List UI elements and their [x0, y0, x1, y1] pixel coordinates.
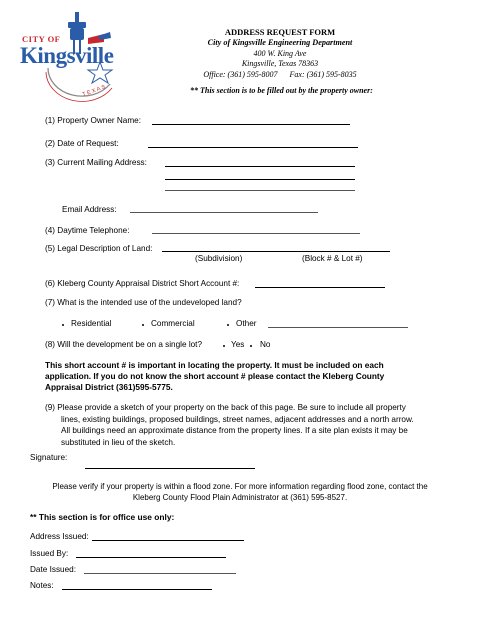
address-issued-field[interactable] — [92, 540, 244, 541]
notes-label: Notes: — [30, 581, 54, 590]
sketch-line: All buildings need an approximate distance from the property lines. If a site plan exists it may be — [61, 426, 408, 435]
issued-by-label: Issued By: — [30, 549, 69, 558]
short-account-notice — [45, 360, 384, 393]
use-option-label: Residential — [71, 319, 112, 328]
department-phones: Office: (361) 595-8007 Fax: (361) 595-8035 — [203, 70, 357, 80]
use-option-residential[interactable] — [60, 319, 140, 331]
daytime-telephone-field[interactable] — [152, 233, 360, 234]
use-option-commercial[interactable] — [140, 319, 220, 331]
property-owner-name-field[interactable] — [152, 124, 350, 125]
email-address-field[interactable] — [130, 212, 318, 213]
date-issued-field[interactable] — [84, 573, 236, 574]
date-of-request-field[interactable] — [148, 147, 358, 148]
mailing-address-field-1[interactable] — [165, 166, 355, 167]
use-option-label: Commercial — [151, 319, 195, 328]
short-account-label: (6) Kleberg County Appraisal District Short Account #: — [45, 279, 240, 288]
mailing-address-field-2[interactable] — [165, 179, 355, 180]
email-address-label: Email Address: — [62, 205, 117, 214]
use-option-label: Other — [236, 319, 257, 328]
mailing-address-field-3[interactable] — [165, 190, 355, 191]
use-other-field[interactable] — [268, 327, 408, 328]
sketch-instructions — [45, 402, 414, 448]
single-lot-no[interactable]: No — [260, 340, 271, 349]
notice-line: This short account # is important in locating the property. It must be included on each — [45, 360, 384, 370]
form-header — [160, 27, 400, 81]
short-account-field[interactable] — [255, 287, 385, 288]
sketch-line: lines, existing buildings, proposed buildings, street names, adjacent addresses and a north arrow. — [61, 414, 414, 424]
flood-line: Please verify if your property is within a flood zone. For more information regarding flood zone, contact the — [52, 482, 428, 491]
date-of-request-label: (2) Date of Request: — [45, 139, 119, 148]
logo-city-label: CITY OF — [22, 34, 61, 44]
date-issued-label: Date Issued: — [30, 565, 76, 574]
bullet-icon — [142, 324, 144, 326]
property-owner-name-label: (1) Property Owner Name: — [45, 116, 142, 125]
mailing-address-label: (3) Current Mailing Address: — [45, 158, 147, 167]
department-name: City of Kingsville Engineering Department — [207, 37, 353, 47]
notice-line: application. If you do not know the short account # please contact the Kleberg County — [45, 371, 385, 381]
owner-section-note: ** This section is to be filled out by the property owner: — [190, 86, 373, 95]
department-street: 400 W. King Ave — [253, 48, 307, 58]
signature-label: Signature: — [30, 453, 68, 462]
notice-line: Appraisal District (361)595-5775. — [45, 382, 173, 392]
use-option-other[interactable] — [225, 319, 275, 331]
single-lot-label: (8) Will the development be on a single lot? — [45, 340, 203, 349]
bullet-icon — [62, 324, 64, 326]
flood-zone-notice — [40, 481, 440, 503]
notes-field[interactable] — [62, 589, 212, 590]
bullet-icon — [250, 345, 252, 347]
logo-city-name: Kingsville — [20, 43, 114, 68]
issued-by-field[interactable] — [76, 557, 226, 558]
sketch-line: (9) Please provide a sketch of your property on the back of this page. Be sure to include all property — [45, 403, 406, 412]
legal-description-label: (5) Legal Description of Land: — [45, 244, 153, 253]
single-lot-yes[interactable]: Yes — [231, 340, 245, 349]
office-use-header: ** This section is for office use only: — [30, 512, 175, 522]
form-title: ADDRESS REQUEST FORM — [224, 27, 336, 37]
city-logo — [18, 8, 130, 104]
block-lot-caption: (Block # & Lot #) — [302, 254, 363, 263]
address-issued-label: Address Issued: — [30, 532, 89, 541]
subdivision-caption: (Subdivision) — [195, 254, 243, 263]
department-city: Kingsville, Texas 78363 — [241, 59, 319, 69]
bullet-icon — [223, 345, 225, 347]
sketch-line: substituted in lieu of the sketch. — [61, 437, 176, 447]
intended-use-label: (7) What is the intended use of the undeveloped land? — [45, 298, 242, 307]
bullet-icon — [227, 324, 229, 326]
logo-state: TEXAS — [81, 83, 108, 99]
signature-field[interactable] — [85, 468, 255, 469]
flood-line: Kleberg County Flood Plain Administrator at (361) 595-8527. — [132, 493, 348, 502]
legal-description-field[interactable] — [162, 251, 390, 252]
daytime-telephone-label: (4) Daytime Telephone: — [45, 226, 130, 235]
